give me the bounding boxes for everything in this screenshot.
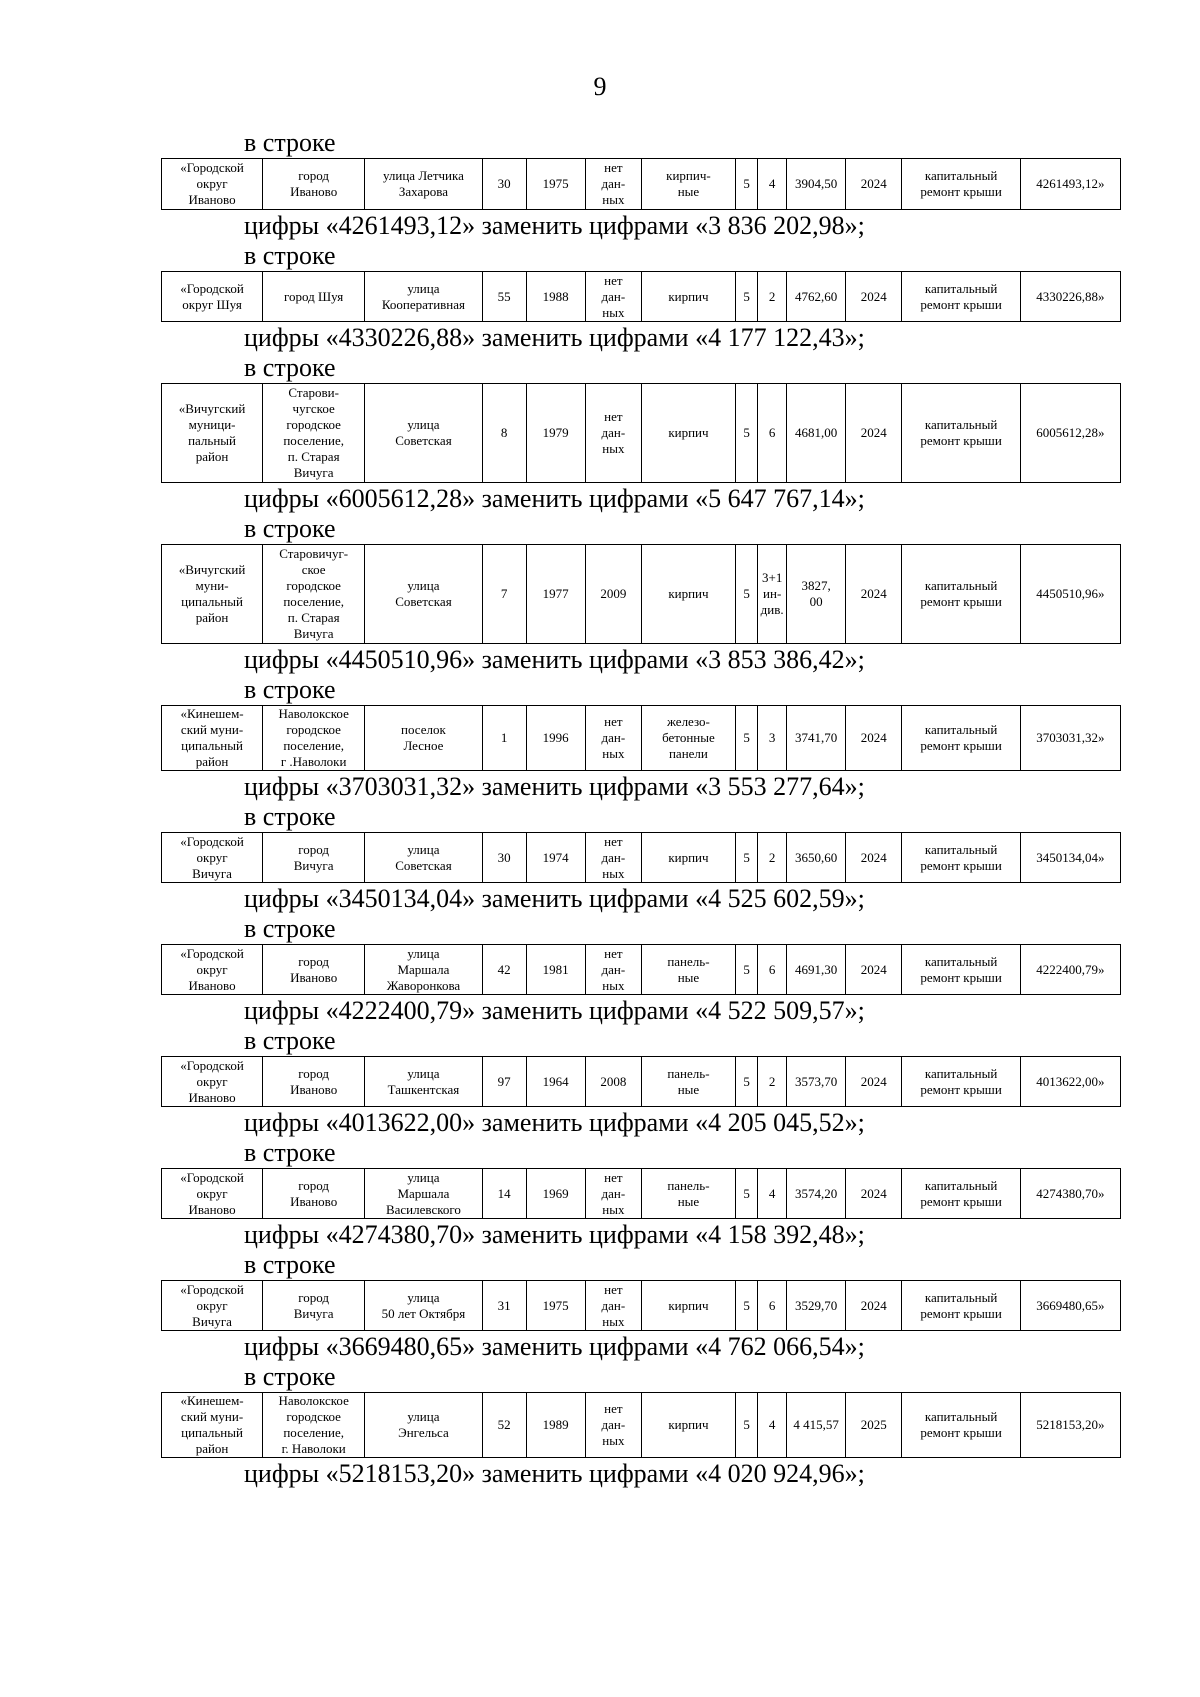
cell-renovation-year: нет дан- ных	[585, 272, 641, 322]
cell-municipality: «Городской округ Иваново	[162, 1057, 263, 1107]
cell-street: улица 50 лет Октября	[365, 1281, 482, 1331]
cell-year-built: 1975	[526, 1281, 585, 1331]
cell-work-type: капитальный ремонт крыши	[902, 159, 1020, 210]
cell-settlement: город Иваново	[263, 1169, 365, 1219]
cell-floors: 5	[735, 1057, 757, 1107]
cell-floors: 5	[735, 159, 757, 210]
cell-plan-year: 2024	[846, 545, 902, 644]
cell-area: 3827, 00	[786, 545, 845, 644]
replacement-text: цифры «3669480,65» заменить цифрами «4 762 066,54»;	[244, 1332, 865, 1361]
cell-street: улица Советская	[365, 545, 482, 644]
cell-settlement: город Вичуга	[263, 1281, 365, 1331]
cell-work-type: капитальный ремонт крыши	[902, 272, 1020, 322]
cell-municipality: «Городской округ Иваново	[162, 1169, 263, 1219]
cell-street: улица Кооперативная	[365, 272, 482, 322]
cell-cost: 5218153,20»	[1020, 1393, 1120, 1458]
cell-area: 3574,20	[786, 1169, 845, 1219]
cell-cost: 4013622,00»	[1020, 1057, 1120, 1107]
cell-wall-material: панель- ные	[641, 1057, 735, 1107]
cell-plan-year: 2024	[846, 384, 902, 483]
cell-street: улица Советская	[365, 384, 482, 483]
table-row	[162, 384, 1121, 483]
row-intro-text: в строке	[244, 1250, 336, 1279]
cell-cost: 4450510,96»	[1020, 545, 1120, 644]
table-row	[162, 159, 1121, 210]
cell-entrances: 6	[758, 945, 787, 995]
building-row-table	[161, 271, 1121, 322]
cell-wall-material: кирпич	[641, 833, 735, 883]
replacement-text: цифры «4222400,79» заменить цифрами «4 522 509,57»;	[244, 996, 865, 1025]
cell-house-number: 52	[482, 1393, 526, 1458]
cell-street: улица Летчика Захарова	[365, 159, 482, 210]
page-number: 9	[593, 72, 607, 101]
cell-cost: 4261493,12»	[1020, 159, 1120, 210]
cell-floors: 5	[735, 833, 757, 883]
cell-cost: 6005612,28»	[1020, 384, 1120, 483]
cell-area: 3904,50	[786, 159, 845, 210]
cell-cost: 3450134,04»	[1020, 833, 1120, 883]
cell-plan-year: 2024	[846, 1169, 902, 1219]
replacement-text: цифры «4261493,12» заменить цифрами «3 836 202,98»;	[244, 211, 865, 240]
table-row	[162, 833, 1121, 883]
cell-year-built: 1969	[526, 1169, 585, 1219]
cell-municipality: «Вичугский муници- пальный район	[162, 384, 263, 483]
cell-cost: 4222400,79»	[1020, 945, 1120, 995]
building-row-table	[161, 832, 1121, 883]
row-intro-text: в строке	[244, 914, 336, 943]
cell-work-type: капитальный ремонт крыши	[902, 833, 1020, 883]
cell-entrances: 4	[758, 1169, 787, 1219]
cell-area: 4681,00	[786, 384, 845, 483]
cell-entrances: 2	[758, 1057, 787, 1107]
cell-house-number: 97	[482, 1057, 526, 1107]
amendment-block	[161, 1138, 1121, 1250]
cell-floors: 5	[735, 1169, 757, 1219]
cell-settlement: город Иваново	[263, 159, 365, 210]
cell-street: поселок Лесное	[365, 706, 482, 771]
row-intro-text: в строке	[244, 1138, 336, 1167]
row-intro-text: в строке	[244, 514, 336, 543]
building-row-table	[161, 1056, 1121, 1107]
cell-work-type: капитальный ремонт крыши	[902, 545, 1020, 644]
cell-settlement: город Вичуга	[263, 833, 365, 883]
cell-work-type: капитальный ремонт крыши	[902, 1393, 1020, 1458]
cell-wall-material: кирпич	[641, 1281, 735, 1331]
cell-cost: 3703031,32»	[1020, 706, 1120, 771]
cell-entrances: 3	[758, 706, 787, 771]
cell-renovation-year: нет дан- ных	[585, 384, 641, 483]
row-intro-text: в строке	[244, 1026, 336, 1055]
cell-plan-year: 2024	[846, 1281, 902, 1331]
cell-floors: 5	[735, 272, 757, 322]
amendment-block	[161, 914, 1121, 1026]
building-row-table	[161, 944, 1121, 995]
replacement-text: цифры «4450510,96» заменить цифрами «3 853 386,42»;	[244, 645, 865, 674]
replacement-text: цифры «3703031,32» заменить цифрами «3 553 277,64»;	[244, 772, 865, 801]
cell-wall-material: кирпич	[641, 545, 735, 644]
cell-municipality: «Кинешем- ский муни- ципальный район	[162, 706, 263, 771]
cell-house-number: 1	[482, 706, 526, 771]
cell-cost: 4274380,70»	[1020, 1169, 1120, 1219]
cell-house-number: 42	[482, 945, 526, 995]
cell-renovation-year: 2009	[585, 545, 641, 644]
row-intro-text: в строке	[244, 675, 336, 704]
cell-plan-year: 2024	[846, 1057, 902, 1107]
cell-plan-year: 2024	[846, 272, 902, 322]
replacement-text: цифры «4330226,88» заменить цифрами «4 177 122,43»;	[244, 323, 865, 352]
cell-year-built: 1988	[526, 272, 585, 322]
building-row-table	[161, 705, 1121, 771]
table-row	[162, 545, 1121, 644]
cell-area: 4762,60	[786, 272, 845, 322]
cell-street: улица Маршала Жаворонкова	[365, 945, 482, 995]
cell-house-number: 7	[482, 545, 526, 644]
cell-plan-year: 2024	[846, 833, 902, 883]
amendment-block	[161, 1250, 1121, 1362]
cell-entrances: 6	[758, 1281, 787, 1331]
cell-floors: 5	[735, 945, 757, 995]
cell-settlement: город Иваново	[263, 1057, 365, 1107]
table-row	[162, 1169, 1121, 1219]
building-row-table	[161, 1392, 1121, 1458]
cell-municipality: «Кинешем- ский муни- ципальный район	[162, 1393, 263, 1458]
cell-wall-material: кирпич	[641, 272, 735, 322]
cell-renovation-year: 2008	[585, 1057, 641, 1107]
cell-plan-year: 2024	[846, 159, 902, 210]
building-row-table	[161, 1280, 1121, 1331]
cell-work-type: капитальный ремонт крыши	[902, 706, 1020, 771]
table-row	[162, 1281, 1121, 1331]
cell-work-type: капитальный ремонт крыши	[902, 1057, 1020, 1107]
cell-settlement: город Иваново	[263, 945, 365, 995]
cell-street: улица Советская	[365, 833, 482, 883]
cell-year-built: 1964	[526, 1057, 585, 1107]
cell-floors: 5	[735, 706, 757, 771]
table-row	[162, 1057, 1121, 1107]
cell-plan-year: 2024	[846, 945, 902, 995]
cell-entrances: 4	[758, 1393, 787, 1458]
cell-settlement: Старови- чугское городское поселение, п. Старая Вичуга	[263, 384, 365, 483]
cell-year-built: 1979	[526, 384, 585, 483]
cell-house-number: 30	[482, 833, 526, 883]
cell-year-built: 1989	[526, 1393, 585, 1458]
cell-house-number: 8	[482, 384, 526, 483]
cell-wall-material: кирпич- ные	[641, 159, 735, 210]
cell-house-number: 14	[482, 1169, 526, 1219]
cell-wall-material: панель- ные	[641, 945, 735, 995]
cell-year-built: 1996	[526, 706, 585, 771]
table-row	[162, 1393, 1121, 1458]
building-row-table	[161, 1168, 1121, 1219]
row-intro-text: в строке	[244, 802, 336, 831]
cell-floors: 5	[735, 384, 757, 483]
cell-renovation-year: нет дан- ных	[585, 1169, 641, 1219]
cell-street: улица Энгельса	[365, 1393, 482, 1458]
table-row	[162, 945, 1121, 995]
amendment-list	[161, 128, 1121, 1489]
cell-plan-year: 2024	[846, 706, 902, 771]
building-row-table	[161, 158, 1121, 210]
cell-municipality: «Городской округ Вичуга	[162, 1281, 263, 1331]
cell-entrances: 2	[758, 833, 787, 883]
amendment-block	[161, 128, 1121, 241]
cell-renovation-year: нет дан- ных	[585, 945, 641, 995]
cell-house-number: 30	[482, 159, 526, 210]
cell-renovation-year: нет дан- ных	[585, 1281, 641, 1331]
cell-year-built: 1974	[526, 833, 585, 883]
amendment-block	[161, 353, 1121, 514]
amendment-block	[161, 241, 1121, 353]
cell-work-type: капитальный ремонт крыши	[902, 384, 1020, 483]
cell-municipality: «Городской округ Вичуга	[162, 833, 263, 883]
cell-cost: 3669480,65»	[1020, 1281, 1120, 1331]
amendment-block	[161, 514, 1121, 675]
cell-floors: 5	[735, 1281, 757, 1331]
table-row	[162, 706, 1121, 771]
cell-street: улица Ташкентская	[365, 1057, 482, 1107]
cell-entrances: 2	[758, 272, 787, 322]
cell-area: 3650,60	[786, 833, 845, 883]
cell-renovation-year: нет дан- ных	[585, 1393, 641, 1458]
cell-renovation-year: нет дан- ных	[585, 159, 641, 210]
cell-street: улица Маршала Василевского	[365, 1169, 482, 1219]
amendment-block	[161, 1026, 1121, 1138]
cell-municipality: «Городской округ Иваново	[162, 159, 263, 210]
building-row-table	[161, 544, 1121, 644]
cell-municipality: «Вичугский муни- ципальный район	[162, 545, 263, 644]
cell-year-built: 1981	[526, 945, 585, 995]
cell-area: 3741,70	[786, 706, 845, 771]
replacement-text: цифры «6005612,28» заменить цифрами «5 647 767,14»;	[244, 484, 865, 513]
cell-wall-material: кирпич	[641, 1393, 735, 1458]
cell-house-number: 55	[482, 272, 526, 322]
cell-work-type: капитальный ремонт крыши	[902, 945, 1020, 995]
replacement-text: цифры «4013622,00» заменить цифрами «4 205 045,52»;	[244, 1108, 865, 1137]
cell-area: 4691,30	[786, 945, 845, 995]
row-intro-text: в строке	[244, 1362, 336, 1391]
cell-municipality: «Городской округ Иваново	[162, 945, 263, 995]
cell-work-type: капитальный ремонт крыши	[902, 1281, 1020, 1331]
cell-renovation-year: нет дан- ных	[585, 833, 641, 883]
cell-entrances: 4	[758, 159, 787, 210]
cell-settlement: Старовичуг- ское городское поселение, п. Старая Вичуга	[263, 545, 365, 644]
amendment-block	[161, 1362, 1121, 1489]
cell-area: 4 415,57	[786, 1393, 845, 1458]
building-row-table	[161, 383, 1121, 483]
replacement-text: цифры «5218153,20» заменить цифрами «4 020 924,96»;	[244, 1459, 865, 1488]
amendment-block	[161, 675, 1121, 802]
cell-municipality: «Городской округ Шуя	[162, 272, 263, 322]
cell-year-built: 1975	[526, 159, 585, 210]
amendment-block	[161, 802, 1121, 914]
cell-wall-material: железо- бетонные панели	[641, 706, 735, 771]
cell-entrances: 6	[758, 384, 787, 483]
cell-work-type: капитальный ремонт крыши	[902, 1169, 1020, 1219]
cell-settlement: Наволокское городское поселение, г .Наволоки	[263, 706, 365, 771]
row-intro-text: в строке	[244, 241, 336, 270]
cell-settlement: Наволокское городское поселение, г. Наволоки	[263, 1393, 365, 1458]
cell-cost: 4330226,88»	[1020, 272, 1120, 322]
cell-settlement: город Шуя	[263, 272, 365, 322]
cell-floors: 5	[735, 545, 757, 644]
cell-area: 3529,70	[786, 1281, 845, 1331]
cell-year-built: 1977	[526, 545, 585, 644]
row-intro-text: в строке	[244, 353, 336, 382]
cell-wall-material: кирпич	[641, 384, 735, 483]
cell-wall-material: панель- ные	[641, 1169, 735, 1219]
cell-renovation-year: нет дан- ных	[585, 706, 641, 771]
replacement-text: цифры «4274380,70» заменить цифрами «4 158 392,48»;	[244, 1220, 865, 1249]
cell-plan-year: 2025	[846, 1393, 902, 1458]
cell-entrances: 3+1 ин- див.	[758, 545, 787, 644]
cell-house-number: 31	[482, 1281, 526, 1331]
table-row	[162, 272, 1121, 322]
cell-area: 3573,70	[786, 1057, 845, 1107]
cell-floors: 5	[735, 1393, 757, 1458]
replacement-text: цифры «3450134,04» заменить цифрами «4 525 602,59»;	[244, 884, 865, 913]
row-intro-text: в строке	[244, 128, 336, 157]
